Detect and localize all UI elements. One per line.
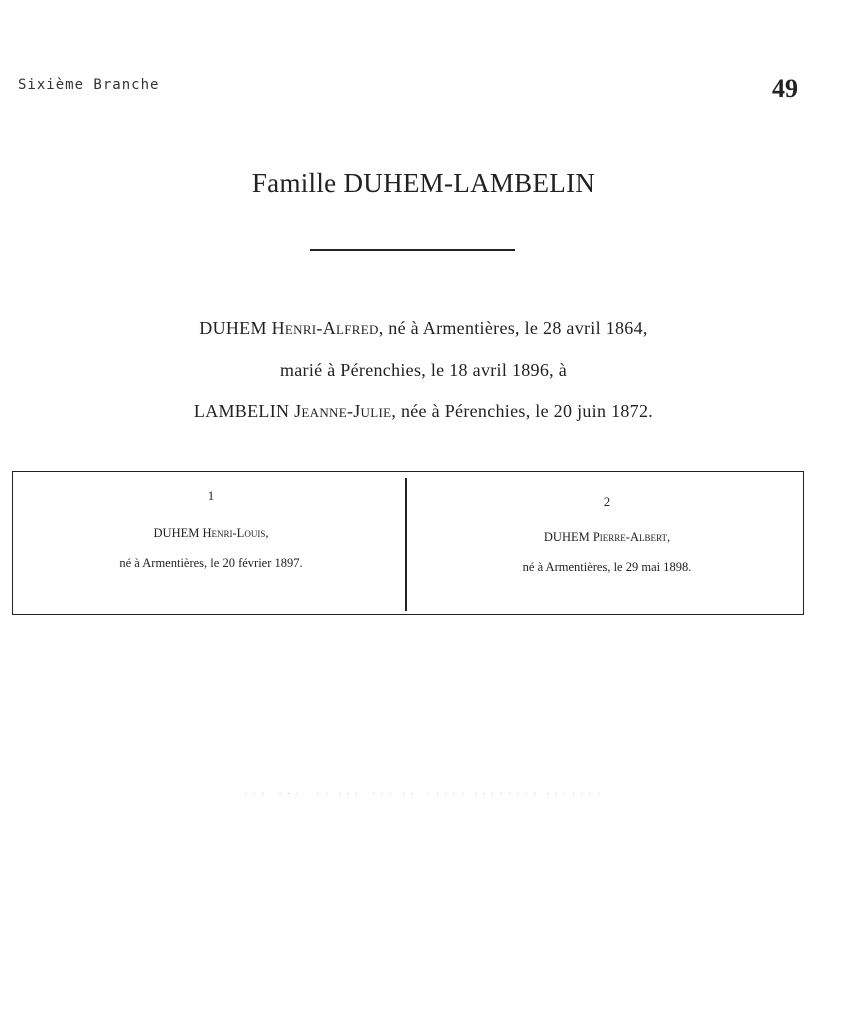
scan-noise: . . . . . . . . . . . . . . . . . . . . . . . . . . . . . . . . . . . . <box>245 786 602 796</box>
wife-given-names: Jeanne-Julie <box>294 401 392 421</box>
page-title: Famille DUHEM-LAMBELIN <box>251 168 596 198</box>
page-number: 49 <box>772 74 798 103</box>
intro-line-3 <box>0 401 847 422</box>
child-surname-1: DUHEM <box>153 526 200 540</box>
child-number-1: 1 <box>207 489 215 503</box>
child-given-names-1: Henri-Louis, <box>202 526 269 540</box>
intro-line-2: marié à Pérenchies, le 18 avril 1896, à <box>279 360 568 380</box>
child-name-2 <box>412 530 802 545</box>
child-birth-1: né à Armentières, le 20 février 1897. <box>119 556 303 570</box>
child-birth-2: né à Armentières, le 29 mai 1898. <box>522 560 692 574</box>
title-rule <box>310 249 515 251</box>
child-given-names-2: Pierre-Albert, <box>592 530 671 544</box>
husband-surname: DUHEM <box>199 318 267 338</box>
husband-given-names: Henri-Alfred <box>271 318 379 338</box>
child-number-2: 2 <box>603 495 611 509</box>
intro-line-1 <box>0 318 847 339</box>
branch-label: Sixième Branche <box>18 77 160 93</box>
wife-birth: , née à Pérenchies, le 20 juin 1872. <box>391 401 654 421</box>
wife-surname: LAMBELIN <box>193 401 290 421</box>
husband-birth: , né à Armentières, le 28 avril 1864, <box>378 318 648 338</box>
child-surname-2: DUHEM <box>543 530 590 544</box>
child-name-1 <box>16 526 406 541</box>
